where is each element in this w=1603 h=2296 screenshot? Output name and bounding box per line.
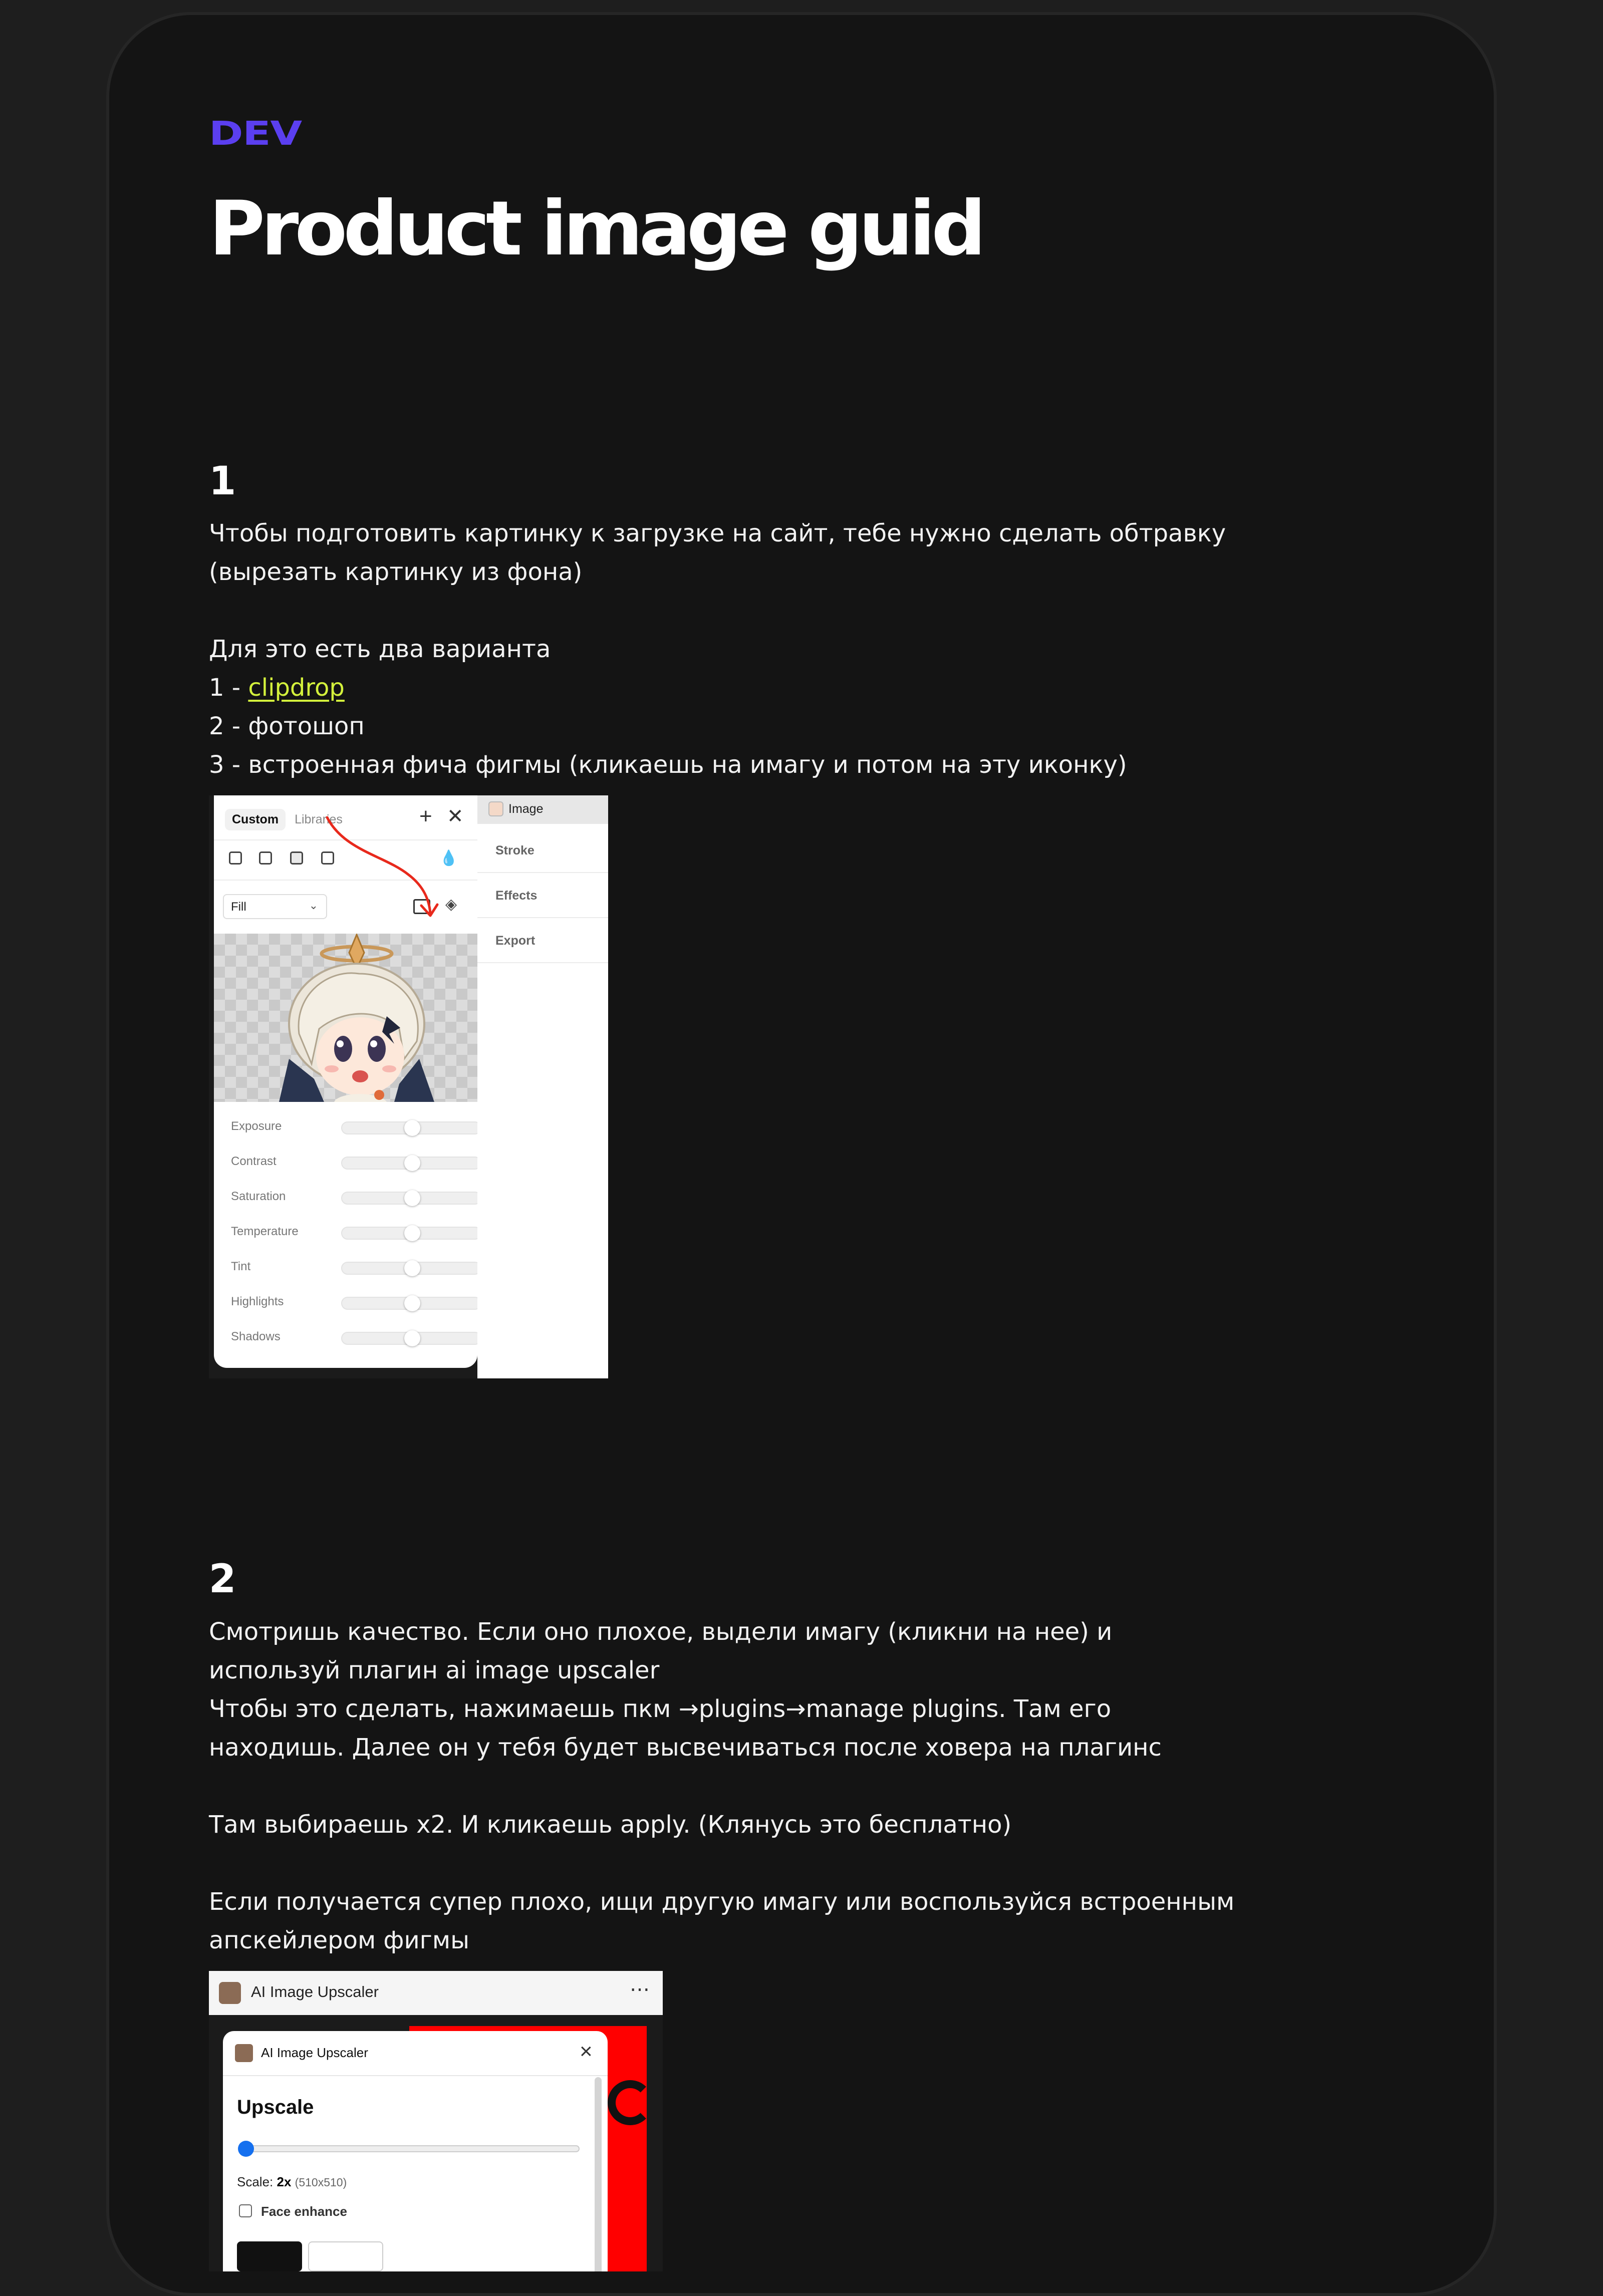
- slider-knob[interactable]: [404, 1155, 420, 1171]
- step-1-number: 1: [209, 459, 236, 504]
- tab-custom[interactable]: Custom: [225, 809, 286, 830]
- step-2-line: Чтобы это сделать, нажимаешь пкм →plugins→manage plugins. Там его: [209, 1695, 1112, 1723]
- scale-value: 2x: [277, 2174, 292, 2189]
- step-2-line: Смотришь качество. Если оно плохое, выдели имагу (кликни на нее) и: [209, 1618, 1113, 1646]
- highlights-slider[interactable]: [341, 1297, 477, 1310]
- tint-slider[interactable]: [341, 1262, 477, 1275]
- page-title: Product image guid: [209, 185, 982, 272]
- option-2: 2 - фотошоп: [209, 712, 365, 740]
- clipdrop-link[interactable]: clipdrop: [248, 674, 345, 702]
- section-tag: DEV: [209, 114, 302, 153]
- shadows-slider[interactable]: [341, 1332, 477, 1345]
- crop-icon[interactable]: ◈: [445, 896, 457, 913]
- plugin-name: AI Image Upscaler: [251, 1983, 379, 2000]
- property-section-label: Export: [495, 934, 536, 948]
- step-2-line: Если получается супер плохо, ищи другую имагу или воспользуйся встроенным: [209, 1888, 1235, 1916]
- face-enhance-label: Face enhance: [261, 2204, 347, 2219]
- adjustment-label: Highlights: [231, 1295, 284, 1308]
- step-1-text: [209, 514, 1236, 784]
- plugin-menu-row[interactable]: [209, 1971, 663, 2015]
- slider-knob[interactable]: [404, 1260, 420, 1276]
- plugin-logo-icon: [235, 2044, 253, 2062]
- plus-icon[interactable]: +: [419, 804, 432, 828]
- figma-fill-screenshot: [209, 795, 608, 1378]
- step-2-text: [209, 1613, 1236, 1960]
- adjustment-row: [231, 1293, 471, 1313]
- adjustment-row: [231, 1328, 471, 1348]
- upscale-heading: Upscale: [237, 2096, 314, 2118]
- exposure-slider[interactable]: [341, 1121, 477, 1134]
- gradient-fill-icon[interactable]: [259, 851, 272, 865]
- adjustment-label: Shadows: [231, 1330, 281, 1343]
- saturation-slider[interactable]: [341, 1192, 477, 1205]
- adjustment-label: Saturation: [231, 1190, 286, 1203]
- solid-fill-icon[interactable]: [229, 851, 242, 865]
- close-icon[interactable]: ×: [580, 2039, 593, 2064]
- more-options-icon[interactable]: ⋯: [630, 1978, 650, 2000]
- character-image: [214, 934, 477, 1102]
- scale-slider-thumb[interactable]: [238, 2141, 254, 2157]
- annotation-arrow: [324, 815, 449, 921]
- adjustment-row: [231, 1117, 471, 1137]
- fill-mode-label: Fill: [231, 900, 246, 914]
- slider-knob[interactable]: [404, 1295, 420, 1311]
- adjustment-row: [231, 1153, 471, 1173]
- options-intro: Для это есть два варианта: [209, 635, 551, 663]
- slider-knob[interactable]: [404, 1330, 420, 1346]
- property-section-effects[interactable]: [477, 873, 608, 918]
- adjustment-label: Temperature: [231, 1225, 299, 1238]
- step-2-line: находишь. Далее он у тебя будет высвечиваться после ховера на плагинс: [209, 1734, 1162, 1762]
- scale-slider[interactable]: [241, 2145, 580, 2152]
- adjustment-label: Contrast: [231, 1155, 277, 1168]
- window-title: AI Image Upscaler: [261, 2045, 368, 2060]
- temperature-slider[interactable]: [341, 1227, 477, 1240]
- property-section-export[interactable]: [477, 918, 608, 963]
- slider-knob[interactable]: [404, 1190, 420, 1206]
- image-fill-icon[interactable]: [290, 851, 303, 865]
- close-icon[interactable]: ✕: [447, 805, 464, 827]
- drop-icon[interactable]: 💧: [439, 850, 458, 867]
- adjustment-label: Exposure: [231, 1119, 282, 1133]
- upscaler-screenshot: [209, 1971, 663, 2271]
- step-2-line: используй плагин ai image upscaler: [209, 1656, 660, 1684]
- step-2-number: 2: [209, 1557, 236, 1602]
- contrast-slider[interactable]: [341, 1157, 477, 1170]
- fill-panel: [214, 795, 477, 1368]
- canvas-letter-shape: [608, 2080, 653, 2125]
- scale-prefix: Scale:: [237, 2174, 277, 2189]
- adjustment-row: [231, 1188, 471, 1208]
- secondary-button[interactable]: [308, 2241, 383, 2271]
- adjustment-row: [231, 1223, 471, 1243]
- scale-readout: [237, 2174, 347, 2190]
- image-preview: [214, 934, 477, 1102]
- property-section-label: Stroke: [495, 843, 535, 857]
- step-1-line: (вырезать картинку из фона): [209, 558, 583, 586]
- option-1-prefix: 1 -: [209, 674, 248, 702]
- adjustment-label: Tint: [231, 1260, 251, 1273]
- property-section-label: Effects: [495, 889, 538, 903]
- tab-libraries[interactable]: Libraries: [295, 812, 343, 826]
- upscaler-window-header: [223, 2031, 608, 2076]
- step-2-apply-line: Там выбираешь x2. И кликаешь apply. (Клянусь это бесплатно): [209, 1811, 1012, 1839]
- plugin-logo-icon: [219, 1982, 241, 2004]
- slider-knob[interactable]: [404, 1120, 420, 1136]
- chevron-down-icon: ⌄: [309, 899, 318, 912]
- fill-mode-select[interactable]: [223, 894, 327, 919]
- image-layer-label: Image: [508, 802, 544, 816]
- scrollbar[interactable]: [595, 2077, 602, 2271]
- upscaler-window: [223, 2031, 608, 2271]
- option-1: [209, 669, 1236, 707]
- step-1-line: Чтобы подготовить картинку к загрузке на сайт, тебе нужно сделать обтравку: [209, 519, 1226, 547]
- image-layer-row[interactable]: [477, 795, 608, 824]
- adjustment-row: [231, 1258, 471, 1278]
- slider-knob[interactable]: [404, 1225, 420, 1241]
- apply-button[interactable]: [237, 2241, 302, 2271]
- option-3: 3 - встроенная фича фигмы (кликаешь на имагу и потом на эту иконку): [209, 751, 1127, 779]
- properties-panel: [477, 795, 608, 1378]
- step-2-line: апскейлером фигмы: [209, 1926, 469, 1954]
- property-section-stroke[interactable]: [477, 828, 608, 873]
- image-thumbnail: [488, 801, 503, 816]
- scale-dimensions: (510x510): [295, 2176, 347, 2189]
- face-enhance-checkbox[interactable]: [239, 2204, 252, 2217]
